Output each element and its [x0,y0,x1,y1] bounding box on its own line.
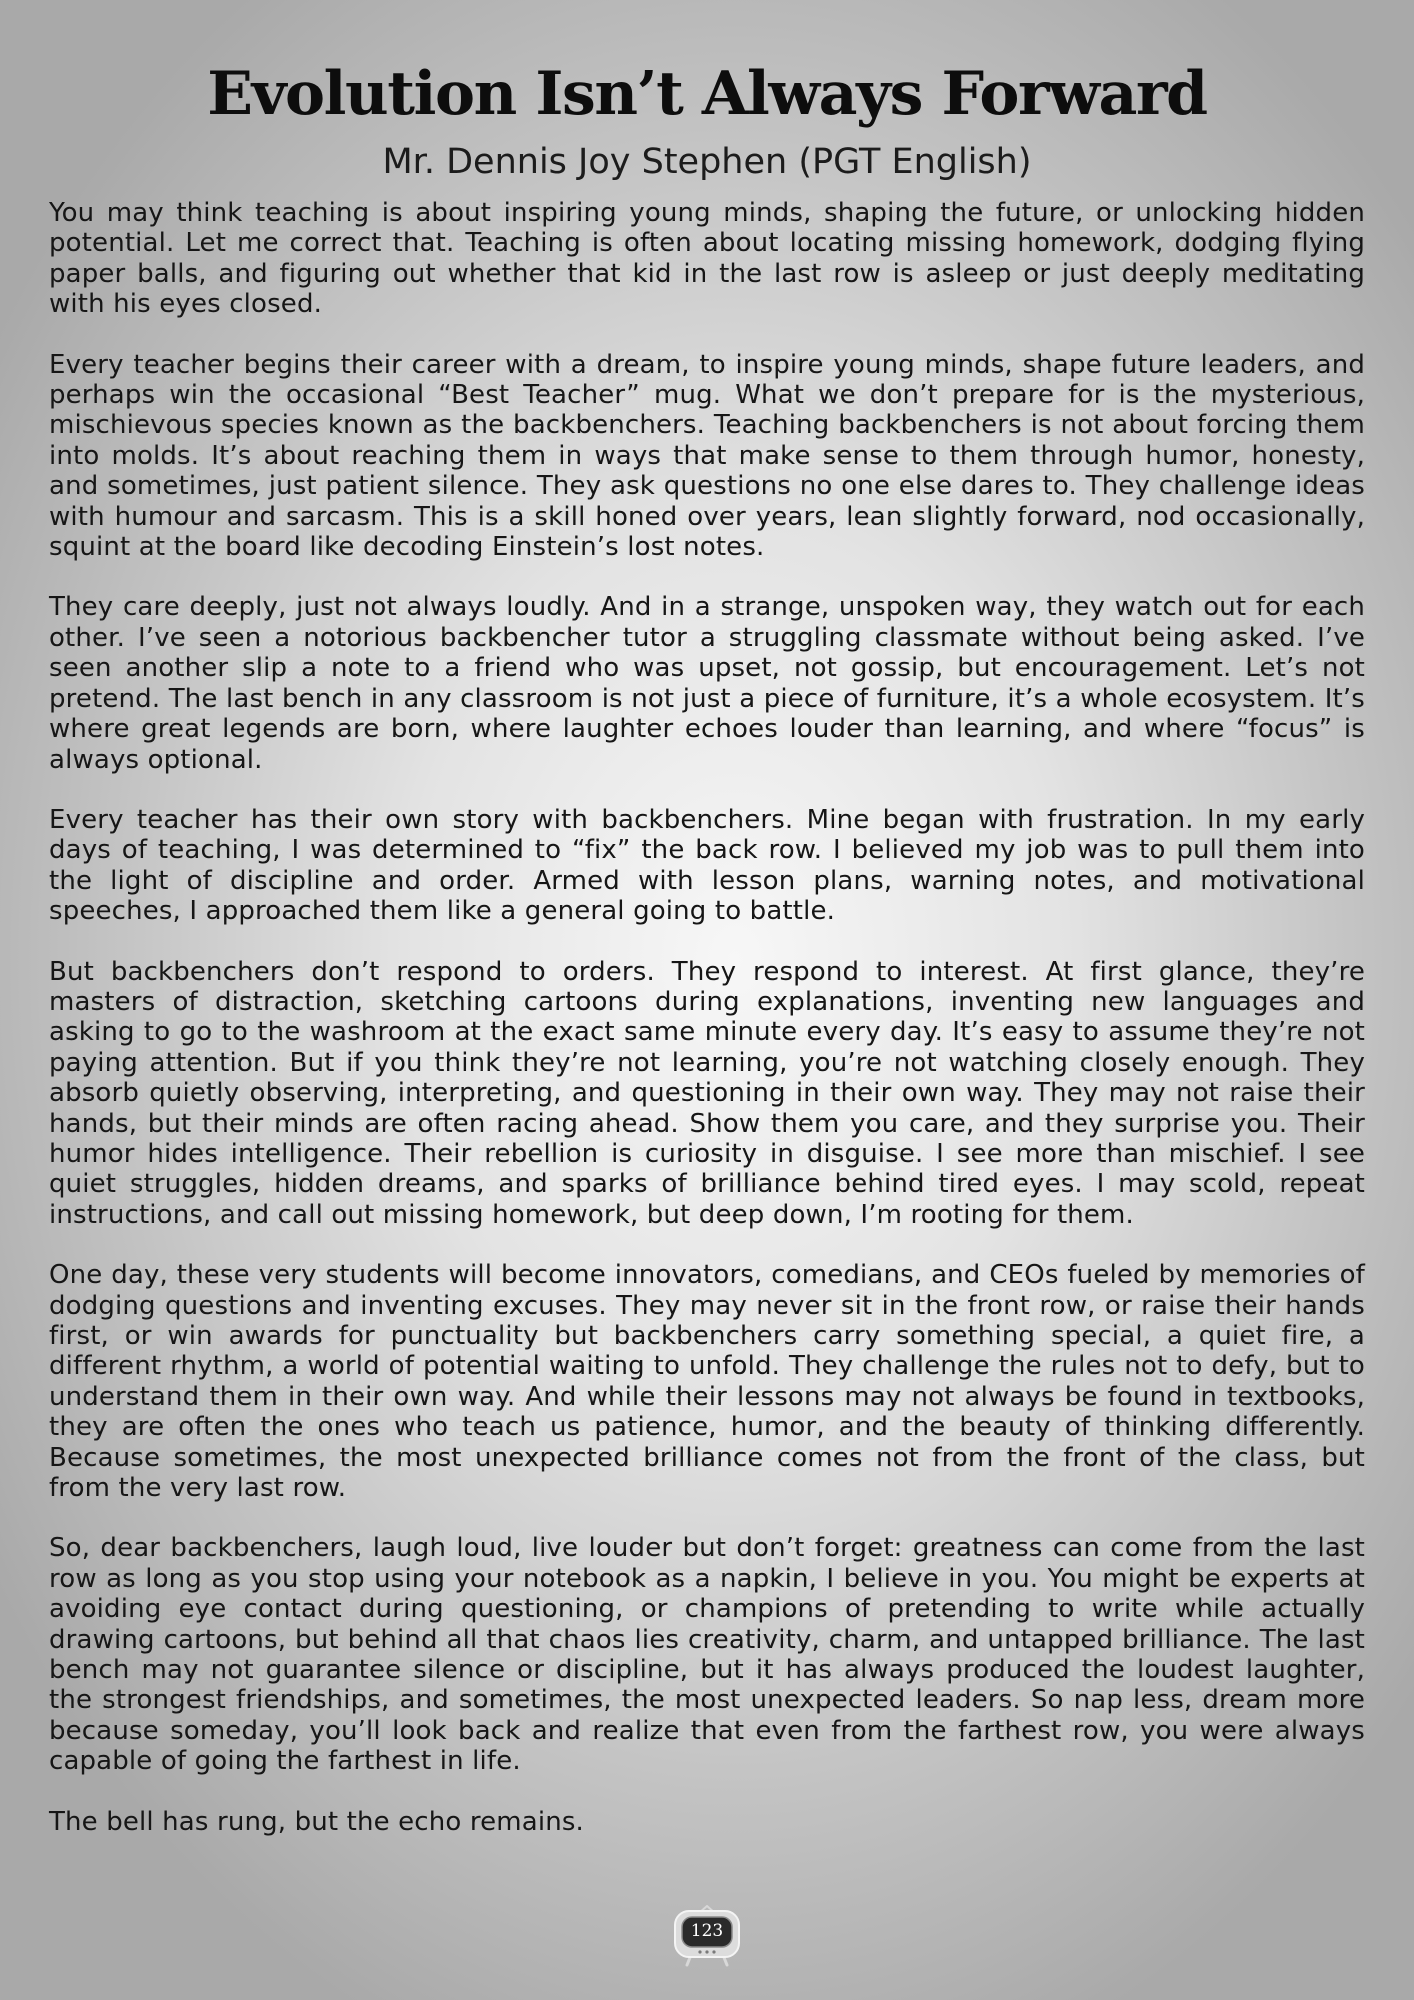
closing-line: The bell has rung, but the echo remains. [49,1806,584,1837]
article-title: Evolution Isn’t Always Forward [207,59,1207,129]
paragraph: So, dear backbenchers, laugh loud, live louder but don’t forget: greatness can come from the last row as long as you stop using your notebook as a napkin, I believe in you. You might be experts at avoiding eye contact during questioning, or champions of pretending to write while actually drawing cartoons, but behind all that chaos lies creativity, charm, and untapped brilliance. The last bench may not guarantee silence or discipline, but it has always produced the loudest laughter, the strongest friendships, and sometimes, the most unexpected leaders. So nap less, dream more because someday, you’ll look back and realize that even from the farthest row, you were always capable of going the farthest in life. [49,1533,1365,1777]
article-author: Mr. Dennis Joy Stephen (PGT English) [382,142,1032,182]
page-number-badge [673,1905,741,1967]
paragraph: They care deeply, just not always loudly. And in a strange, unspoken way, they watch out for each other. I’ve seen a notorious backbencher tutor a struggling classmate without being asked. I’ve seen another slip a note to a friend who was upset, not gossip, but encouragement. Let’s not pretend. The last bench in any classroom is not just a piece of furniture, it’s a whole ecosystem. It’s where great legends are born, where laughter echoes louder than learning, and where “focus” is always optional. [49,592,1365,775]
paragraph: You may think teaching is about inspiring young minds, shaping the future, or unlocking hidden potential. Let me correct that. Teaching is often about locating missing homework, dodging flying paper balls, and figuring out whether that kid in the last row is asleep or just deeply meditating with his eyes closed. [49,198,1365,320]
paragraph: But backbenchers don’t respond to orders. They respond to interest. At first glance, they’re masters of distraction, sketching cartoons during explanations, inventing new languages and asking to go to the washroom at the exact same minute every day. It’s easy to assume they’re not paying attention. But if you think they’re not learning, you’re not watching closely enough. They absorb quietly observing, interpreting, and questioning in their own way. They may not raise their hands, but their minds are often racing ahead. Show them you care, and they surprise you. Their humor hides intelligence. Their rebellion is curiosity in disguise. I see more than mischief. I see quiet struggles, hidden dreams, and sparks of brilliance behind tired eyes. I may scold, repeat instructions, and call out missing homework, but deep down, I’m rooting for them. [49,956,1365,1230]
paragraph: Every teacher has their own story with backbenchers. Mine began with frustration. In my early days of teaching, I was determined to “fix” the back row. I believed my job was to pull them into the light of discipline and order. Armed with lesson plans, warning notes, and motivational speeches, I approached them like a general going to battle. [49,804,1365,927]
paragraph: One day, these very students will become innovators, comedians, and CEOs fueled by memories of dodging questions and inventing excuses. They may never sit in the front row, or raise their hands first, or win awards for punctuality but backbenchers carry something special, a quiet fire, a different rhythm, a world of potential waiting to unfold. They challenge the rules not to defy, but to understand them in their own way. And while their lessons may not always be found in textbooks, they are often the ones who teach us patience, humor, and the beauty of thinking differently. Because sometimes, the most unexpected brilliance comes not from the front of the class, but from the very last row. [49,1260,1365,1504]
paragraph: Every teacher begins their career with a dream, to inspire young minds, shape future leaders, and perhaps win the occasional “Best Teacher” mug. What we don’t prepare for is the mysterious, mischievous species known as the backbenchers. Teaching backbenchers is not about forcing them into molds. It’s about reaching them in ways that make sense to them through humor, honesty, and sometimes, just patient silence. They ask questions no one else dares to. They challenge ideas with humour and sarcasm. This is a skill honed over years, lean slightly forward, nod occasionally, squint at the board like decoding Einstein’s lost notes. [49,349,1365,563]
page-number: 123 [690,1921,724,1941]
article [49,48,1365,1837]
article-body [49,198,1365,1837]
